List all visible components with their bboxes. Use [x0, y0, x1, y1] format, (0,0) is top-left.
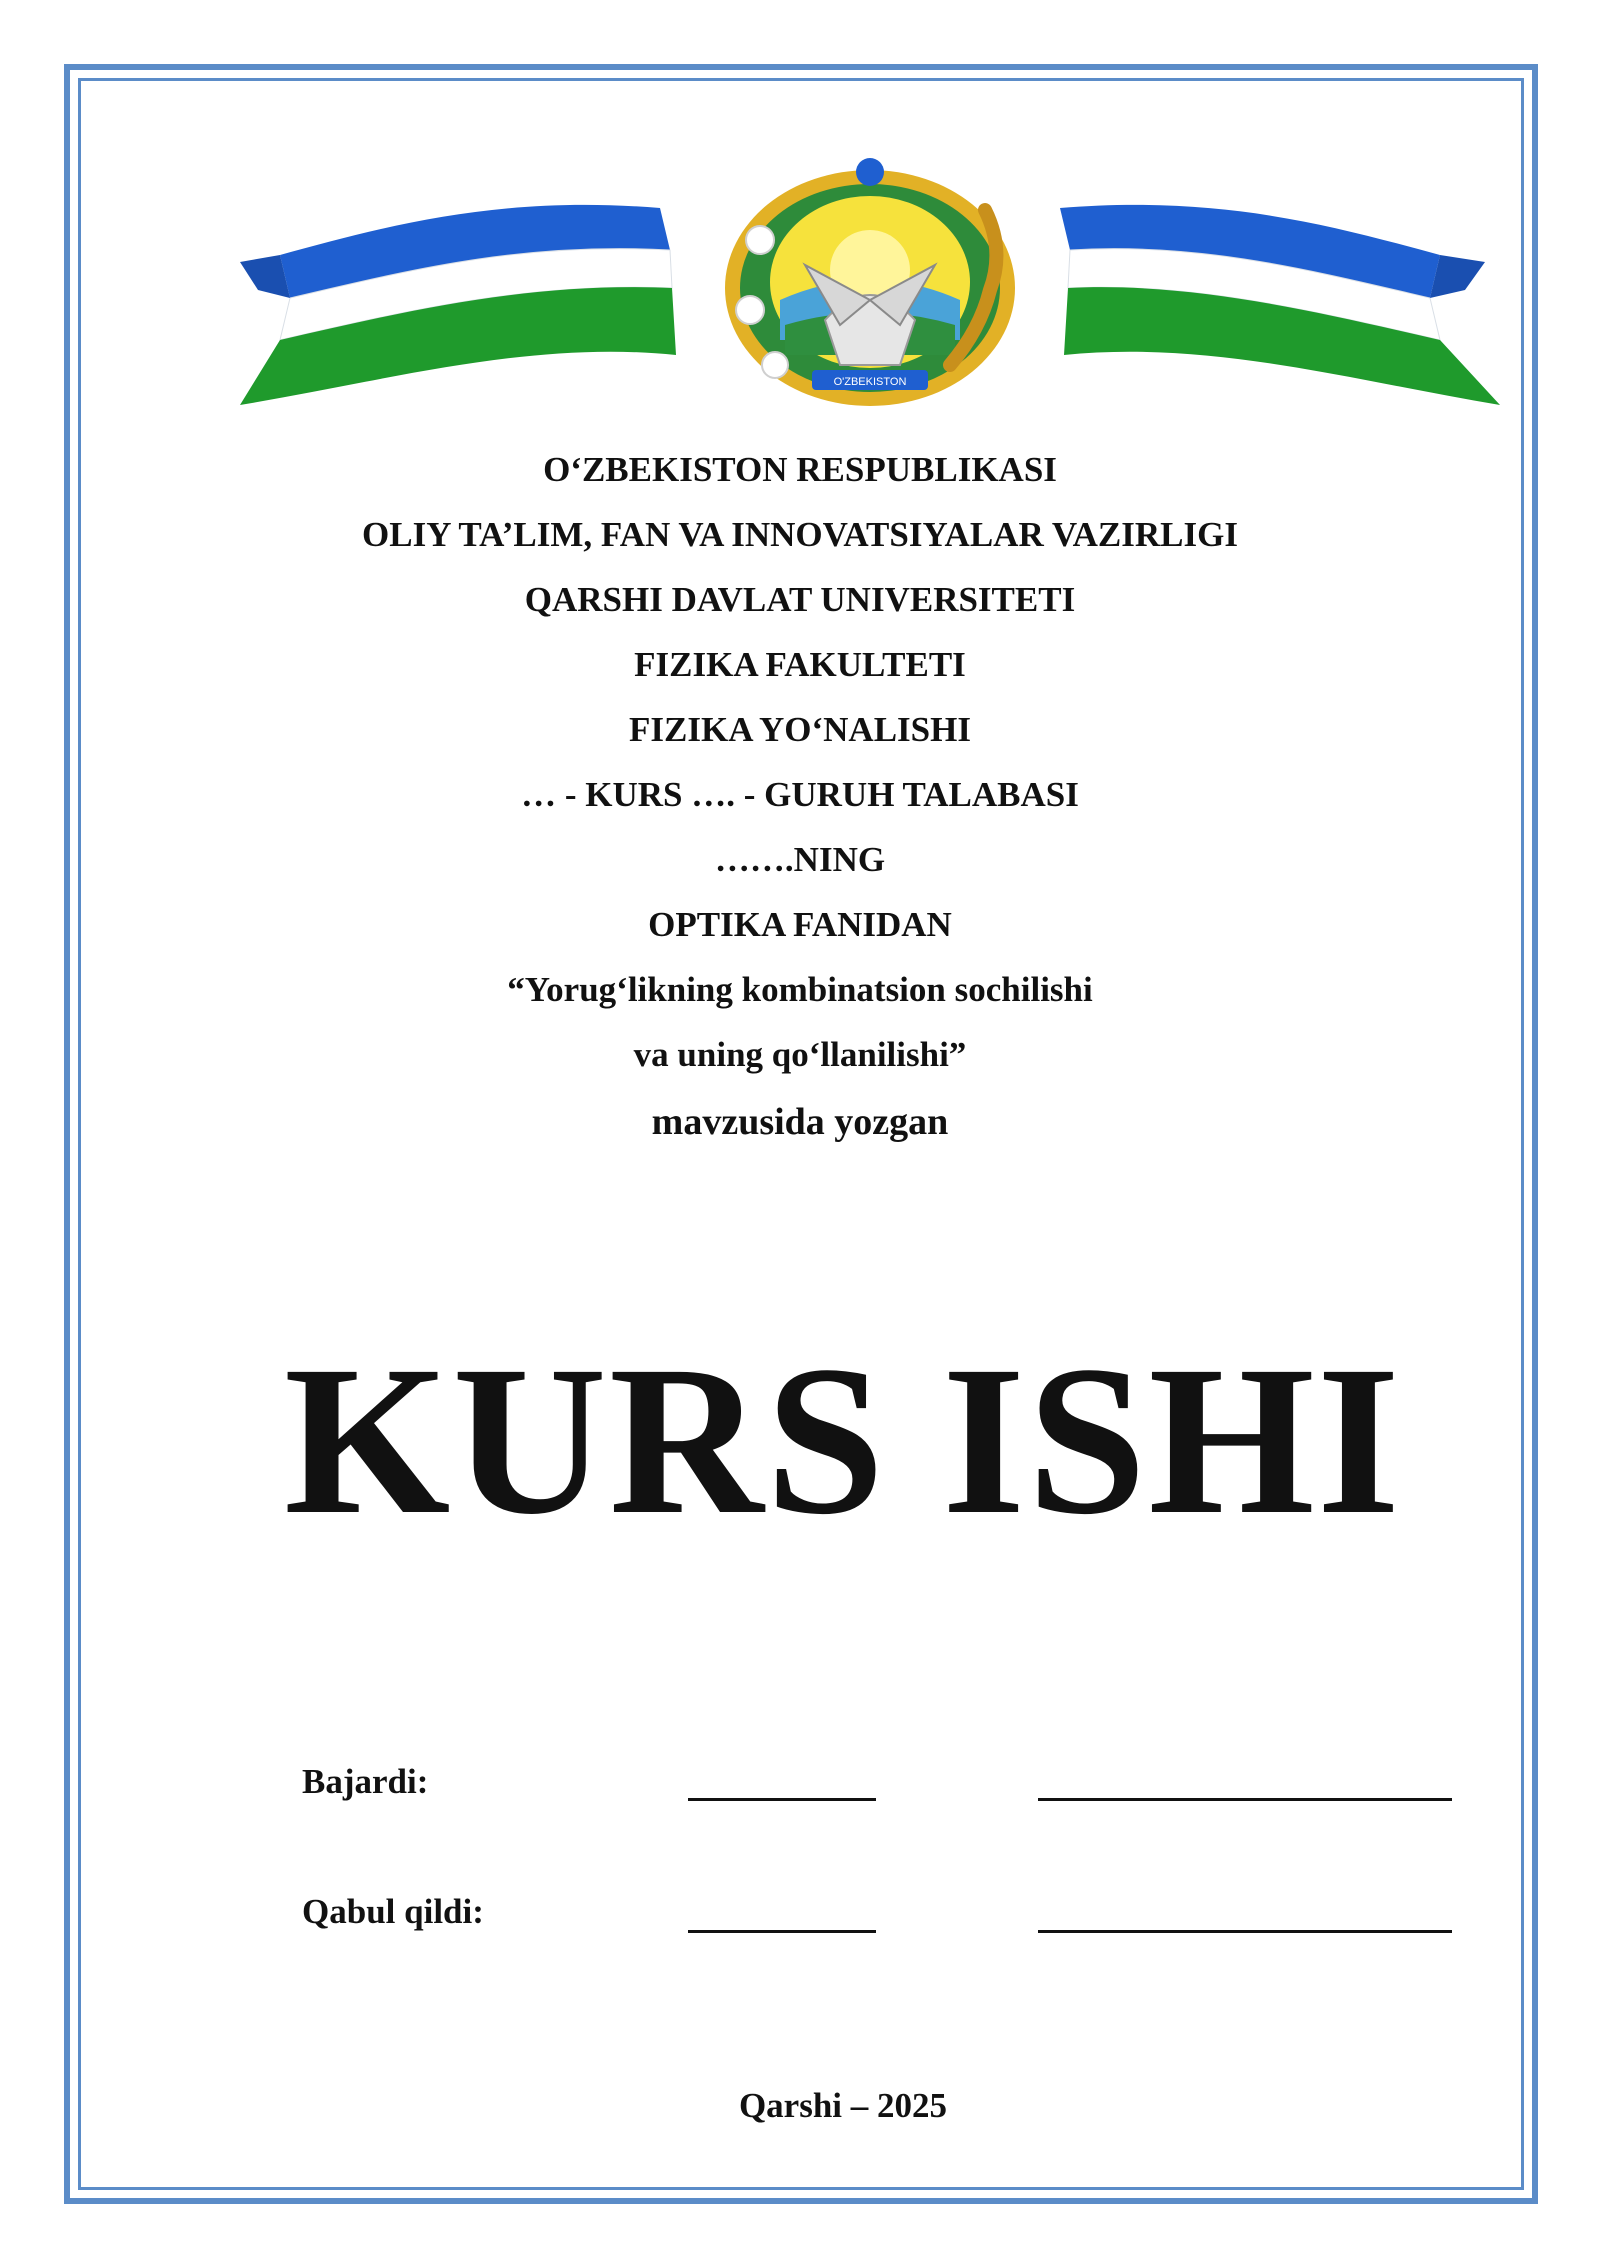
coat-of-arms [725, 158, 1015, 406]
country-heading: O‘ZBEKISTON RESPUBLIKASI [543, 450, 1057, 489]
faculty-heading: FIZIKA FAKULTETI [634, 645, 966, 684]
written-on-line: mavzusida yozgan [651, 1101, 949, 1143]
topic-line-2: va uning qo‘llanilishi” [633, 1035, 967, 1074]
ministry-heading: OLIY TA’LIM, FAN VA INNOVATSIYALAR VAZIRLIGI [362, 515, 1238, 554]
student-group-line: … - KURS …. - GURUH TALABASI [521, 775, 1079, 814]
accepted-signature-line [688, 1930, 876, 1933]
performer-signature-line [688, 1798, 876, 1801]
direction-heading: FIZIKA YO‘NALISHI [629, 710, 971, 749]
flag-ribbon-left [240, 205, 676, 405]
document-title: KURS ISHI [283, 1322, 1403, 1559]
topic-line-1: “Yorug‘likning kombinatsion sochilishi [507, 970, 1093, 1009]
performer-label: Bajardi: [302, 1762, 429, 1801]
accepted-label: Qabul qildi: [302, 1892, 484, 1931]
performer-name-line [1038, 1798, 1452, 1801]
university-heading: QARSHI DAVLAT UNIVERSITETI [524, 580, 1076, 619]
accepted-name-line [1038, 1930, 1452, 1933]
svg-text:O'ZBEKISTON: O'ZBEKISTON [833, 376, 907, 388]
state-emblem-banner [240, 150, 1500, 420]
student-name-line: …….NING [714, 840, 886, 879]
flag-ribbon-right [1060, 205, 1500, 405]
city-year: Qarshi – 2025 [738, 2086, 948, 2125]
subject-line: OPTIKA FANIDAN [648, 905, 952, 944]
